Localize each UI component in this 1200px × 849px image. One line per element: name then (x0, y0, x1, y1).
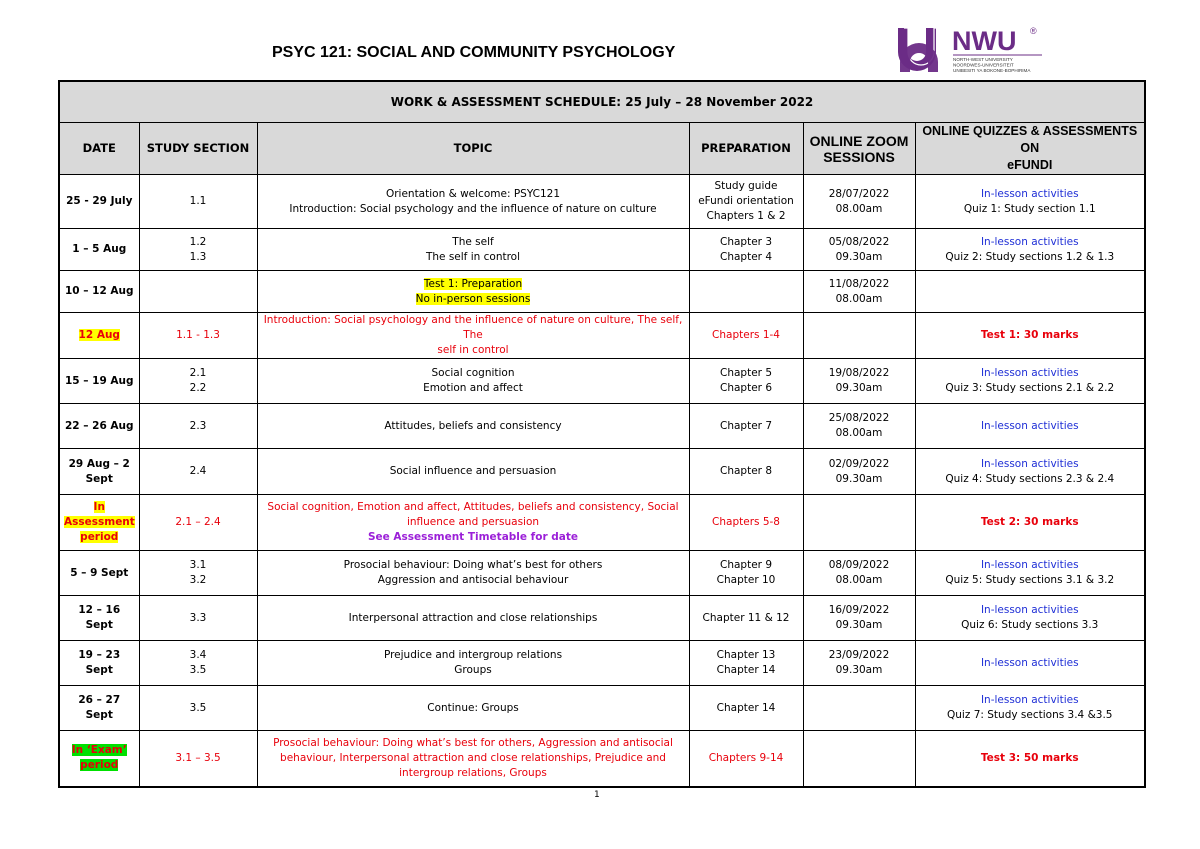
preparation-cell: Study guide eFundi orientation Chapters 1 & 2 (689, 175, 803, 229)
schedule-row (59, 359, 1145, 404)
topic-cell: Prosocial behaviour: Doing what’s best for others Aggression and antisocial behaviour (257, 551, 689, 596)
preparation-cell: Chapters 9-14 (689, 731, 803, 787)
study-section-cell: 3.1 – 3.5 (139, 731, 257, 787)
study-section-cell: 2.3 (139, 404, 257, 449)
zoom-session-cell: 05/08/2022 09.30am (803, 229, 915, 271)
quiz-assessment-cell: Test 2: 30 marks (915, 495, 1145, 551)
zoom-session-cell (803, 731, 915, 787)
date-cell: 10 – 12 Aug (59, 271, 139, 313)
zoom-session-cell: 19/08/2022 09.30am (803, 359, 915, 404)
schedule-row (59, 175, 1145, 229)
study-section-cell: 1.1 (139, 175, 257, 229)
study-section-cell: 3.3 (139, 596, 257, 641)
zoom-session-cell: 28/07/2022 08.00am (803, 175, 915, 229)
preparation-cell: Chapter 5 Chapter 6 (689, 359, 803, 404)
schedule-row (59, 404, 1145, 449)
date-cell: 29 Aug – 2 Sept (59, 449, 139, 495)
preparation-cell: Chapter 11 & 12 (689, 596, 803, 641)
topic-cell: Prosocial behaviour: Doing what’s best for others, Aggression and antisocial behaviour, Interpersonal attraction and close relationships, Prejudice and intergroup relations, Groups (257, 731, 689, 787)
date-cell: 25 - 29 July (59, 175, 139, 229)
header-online-quizzes: ONLINE QUIZZES & ASSESSMENTS ON eFUNDI (915, 123, 1145, 175)
schedule-row (59, 229, 1145, 271)
zoom-session-cell: 11/08/2022 08.00am (803, 271, 915, 313)
quiz-assessment-cell (915, 271, 1145, 313)
topic-cell: Test 1: Preparation No in-person sessions (257, 271, 689, 313)
date-cell: 15 – 19 Aug (59, 359, 139, 404)
quiz-assessment-cell: In-lesson activities Quiz 1: Study section 1.1 (915, 175, 1145, 229)
quiz-assessment-cell: Test 3: 50 marks (915, 731, 1145, 787)
header-preparation: PREPARATION (689, 123, 803, 175)
quiz-assessment-cell: In-lesson activities Quiz 5: Study sections 3.1 & 3.2 (915, 551, 1145, 596)
quiz-assessment-cell: In-lesson activities Quiz 4: Study sections 2.3 & 2.4 (915, 449, 1145, 495)
date-cell: 22 – 26 Aug (59, 404, 139, 449)
quiz-assessment-cell: In-lesson activities (915, 641, 1145, 686)
study-section-cell: 2.1 – 2.4 (139, 495, 257, 551)
zoom-session-cell: 25/08/2022 08.00am (803, 404, 915, 449)
date-cell: 19 – 23 Sept (59, 641, 139, 686)
svg-text:NWU: NWU (952, 26, 1017, 56)
svg-text:®: ® (1030, 26, 1037, 36)
svg-text:UNIBESITI YA BOKONE-BOPHIRIMA: UNIBESITI YA BOKONE-BOPHIRIMA (953, 68, 1031, 73)
preparation-cell: Chapter 3 Chapter 4 (689, 229, 803, 271)
topic-cell: Social cognition, Emotion and affect, Attitudes, beliefs and consistency, Social influence and persuasion See Assessment Timetable for date (257, 495, 689, 551)
study-section-cell: 1.1 - 1.3 (139, 313, 257, 359)
quiz-assessment-cell: Test 1: 30 marks (915, 313, 1145, 359)
quiz-assessment-cell: In-lesson activities (915, 404, 1145, 449)
schedule-row (59, 641, 1145, 686)
topic-cell: Social influence and persuasion (257, 449, 689, 495)
schedule-banner: WORK & ASSESSMENT SCHEDULE: 25 July – 28 November 2022 (59, 81, 1145, 123)
study-section-cell: 2.4 (139, 449, 257, 495)
zoom-session-cell (803, 313, 915, 359)
date-cell: 1 – 5 Aug (59, 229, 139, 271)
study-section-cell: 3.4 3.5 (139, 641, 257, 686)
nwu-logo (896, 22, 1046, 78)
preparation-cell: Chapter 8 (689, 449, 803, 495)
page-number: 1 (594, 790, 600, 800)
study-section-cell (139, 271, 257, 313)
schedule-row (59, 495, 1145, 551)
preparation-cell: Chapters 5-8 (689, 495, 803, 551)
date-cell: 5 – 9 Sept (59, 551, 139, 596)
zoom-session-cell: 23/09/2022 09.30am (803, 641, 915, 686)
topic-cell: Prejudice and intergroup relations Groups (257, 641, 689, 686)
zoom-session-cell: 16/09/2022 09.30am (803, 596, 915, 641)
document-title: PSYC 121: SOCIAL AND COMMUNITY PSYCHOLOGY (272, 44, 676, 61)
header-date: DATE (59, 123, 139, 175)
quiz-assessment-cell: In-lesson activities Quiz 3: Study sections 2.1 & 2.2 (915, 359, 1145, 404)
preparation-cell: Chapter 9 Chapter 10 (689, 551, 803, 596)
topic-cell: Social cognition Emotion and affect (257, 359, 689, 404)
study-section-cell: 1.2 1.3 (139, 229, 257, 271)
header-topic: TOPIC (257, 123, 689, 175)
preparation-cell (689, 271, 803, 313)
zoom-session-cell (803, 495, 915, 551)
date-cell: 12 Aug (59, 313, 139, 359)
study-section-cell: 3.1 3.2 (139, 551, 257, 596)
schedule-row (59, 271, 1145, 313)
date-cell: In ‘Exam’ period (59, 731, 139, 787)
quiz-assessment-cell: In-lesson activities Quiz 6: Study sections 3.3 (915, 596, 1145, 641)
date-cell: 12 – 16 Sept (59, 596, 139, 641)
quiz-assessment-cell: In-lesson activities Quiz 7: Study sections 3.4 &3.5 (915, 686, 1145, 731)
header-study-section: STUDY SECTION (139, 123, 257, 175)
schedule-table (58, 80, 1146, 788)
zoom-session-cell: 02/09/2022 09.30am (803, 449, 915, 495)
zoom-session-cell: 08/09/2022 08.00am (803, 551, 915, 596)
topic-cell: The self The self in control (257, 229, 689, 271)
schedule-row (59, 313, 1145, 359)
topic-cell: Interpersonal attraction and close relationships (257, 596, 689, 641)
header-online-zoom: ONLINE ZOOM SESSIONS (803, 123, 915, 175)
study-section-cell: 2.1 2.2 (139, 359, 257, 404)
schedule-row (59, 596, 1145, 641)
preparation-cell: Chapters 1-4 (689, 313, 803, 359)
svg-text:NORTH-WEST UNIVERSITY: NORTH-WEST UNIVERSITY (953, 57, 1013, 62)
preparation-cell: Chapter 7 (689, 404, 803, 449)
svg-text:NOORDWES-UNIVERSITEIT: NOORDWES-UNIVERSITEIT (953, 62, 1014, 68)
study-section-cell: 3.5 (139, 686, 257, 731)
date-cell: 26 – 27 Sept (59, 686, 139, 731)
topic-cell: Orientation & welcome: PSYC121 Introduction: Social psychology and the influence of nature on culture (257, 175, 689, 229)
zoom-session-cell (803, 686, 915, 731)
schedule-row (59, 731, 1145, 787)
schedule-row (59, 449, 1145, 495)
quiz-assessment-cell: In-lesson activities Quiz 2: Study sections 1.2 & 1.3 (915, 229, 1145, 271)
schedule-row (59, 686, 1145, 731)
preparation-cell: Chapter 14 (689, 686, 803, 731)
topic-cell: Introduction: Social psychology and the influence of nature on culture, The self, The self in control (257, 313, 689, 359)
date-cell: In Assessment period (59, 495, 139, 551)
preparation-cell: Chapter 13 Chapter 14 (689, 641, 803, 686)
schedule-row (59, 551, 1145, 596)
topic-cell: Attitudes, beliefs and consistency (257, 404, 689, 449)
topic-cell: Continue: Groups (257, 686, 689, 731)
